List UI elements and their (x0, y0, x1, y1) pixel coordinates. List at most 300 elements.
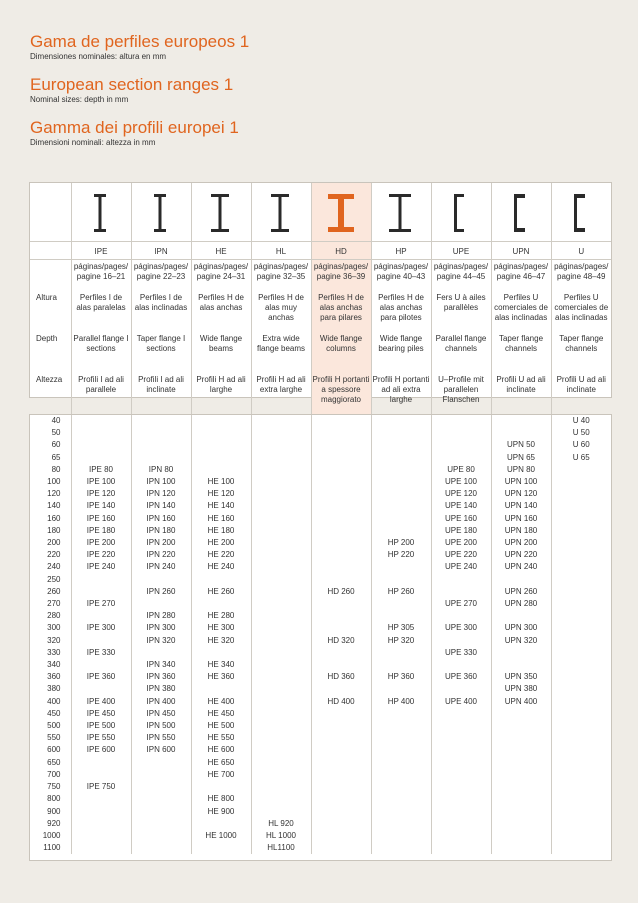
section-cell: HP 360 (371, 671, 431, 683)
section-cell: UPN 180 (491, 525, 551, 537)
section-cell: IPE 360 (71, 671, 131, 683)
size-cell: 650 (47, 757, 61, 767)
section-cell: HE 260 (191, 586, 251, 598)
section-cell (551, 671, 611, 683)
size-cell: 700 (47, 769, 61, 779)
section-cell (551, 769, 611, 781)
section-cell (131, 769, 191, 781)
section-cell: HE 650 (191, 757, 251, 769)
title-english: European section ranges 1 (30, 75, 234, 94)
row-label-altura: Altura (36, 293, 57, 302)
profile-desc-es-ipn: Perfiles I de alas inclinadas (131, 290, 191, 331)
section-cell (311, 598, 371, 610)
section-cell (311, 720, 371, 732)
i-beam-narrow-icon (148, 194, 174, 232)
section-cell (311, 452, 371, 464)
section-cell (251, 452, 311, 464)
section-cell: UPN 160 (491, 513, 551, 525)
size-cell: 270 (47, 599, 61, 609)
size-cell: 1000 (42, 830, 61, 840)
section-cell (71, 610, 131, 622)
section-cell: UPN 50 (491, 439, 551, 451)
section-cell (371, 476, 431, 488)
section-cell: HP 200 (371, 537, 431, 549)
section-cell (71, 757, 131, 769)
table-row (30, 537, 611, 549)
section-cell: IPE 600 (71, 744, 131, 756)
size-cell: 320 (47, 635, 61, 645)
table-row (30, 622, 611, 634)
section-cell (551, 696, 611, 708)
section-cell: IPN 280 (131, 610, 191, 622)
row-label-depth: Depth (36, 334, 58, 343)
section-cell: HE 500 (191, 720, 251, 732)
section-cell (131, 830, 191, 842)
section-cell: HD 320 (311, 635, 371, 647)
section-cell: IPE 200 (71, 537, 131, 549)
section-cell (431, 818, 491, 830)
table-row (30, 610, 611, 622)
profile-pages-hd: páginas/pages/ pagine 36–39 (311, 260, 371, 291)
profile-pages-ipn: páginas/pages/ pagine 22–23 (131, 260, 191, 291)
section-cell (431, 439, 491, 451)
section-cell (71, 830, 131, 842)
section-cell: IPE 180 (71, 525, 131, 537)
section-cell: IPE 450 (71, 708, 131, 720)
section-cell: HL 1000 (251, 830, 311, 842)
profile-name-hp: HP (371, 242, 431, 260)
section-cell (431, 732, 491, 744)
channel-parallel-icon (448, 194, 474, 232)
profile-desc-en-u: Taper flange channels (551, 331, 611, 372)
section-cell (431, 744, 491, 756)
size-cell: 100 (47, 477, 61, 487)
section-cell (551, 464, 611, 476)
section-cell (551, 598, 611, 610)
section-cell: IPE 160 (71, 513, 131, 525)
section-cell (311, 537, 371, 549)
section-cell (431, 708, 491, 720)
section-cell: IPE 80 (71, 464, 131, 476)
section-cell: IPE 300 (71, 622, 131, 634)
section-cell: IPN 600 (131, 744, 191, 756)
table-row (30, 720, 611, 732)
section-cell (371, 818, 431, 830)
section-cell (371, 574, 431, 586)
profile-desc-es-he: Perfiles H de alas anchas (191, 290, 251, 331)
section-cell (131, 781, 191, 793)
section-cell (491, 781, 551, 793)
table-row (30, 793, 611, 805)
section-cell (431, 806, 491, 818)
profile-pages-hl: páginas/pages/ pagine 32–35 (251, 260, 311, 291)
section-cell (551, 793, 611, 805)
section-cell: UPE 120 (431, 488, 491, 500)
section-cell (191, 781, 251, 793)
section-cell (251, 586, 311, 598)
section-cell (371, 513, 431, 525)
size-range-panel (29, 414, 612, 861)
section-cell: IPE 240 (71, 561, 131, 573)
section-cell: UPN 120 (491, 488, 551, 500)
section-cell: UPE 360 (431, 671, 491, 683)
section-cell (251, 659, 311, 671)
profile-overview-table (30, 183, 611, 425)
profile-upe-icon-cell (431, 183, 491, 242)
section-cell (551, 574, 611, 586)
header-italian (30, 119, 239, 147)
section-cell (431, 757, 491, 769)
section-cell: IPN 220 (131, 549, 191, 561)
section-cell (371, 757, 431, 769)
section-cell (251, 671, 311, 683)
profile-u-icon-cell (551, 183, 611, 242)
section-cell (311, 647, 371, 659)
section-cell (251, 574, 311, 586)
section-cell (491, 793, 551, 805)
section-cell: HL1100 (251, 842, 311, 854)
section-cell: HE 200 (191, 537, 251, 549)
section-cell (551, 757, 611, 769)
section-cell: UPE 180 (431, 525, 491, 537)
table-row (30, 659, 611, 671)
section-cell (551, 842, 611, 854)
section-cell (311, 513, 371, 525)
section-cell: HE 220 (191, 549, 251, 561)
table-row (30, 732, 611, 744)
section-cell: HE 160 (191, 513, 251, 525)
i-beam-narrow-icon (88, 194, 114, 232)
section-cell: UPE 330 (431, 647, 491, 659)
section-cell (431, 610, 491, 622)
section-cell (251, 769, 311, 781)
section-cell: UPN 240 (491, 561, 551, 573)
english-desc-row (30, 331, 611, 372)
profile-desc-es-u: Perfiles U comerciales de alas inclinadas (551, 290, 611, 331)
size-cell: 65 (51, 452, 61, 462)
section-cell: U 60 (551, 439, 611, 451)
size-cell: 550 (47, 733, 61, 743)
section-cell (431, 793, 491, 805)
h-column-icon (328, 194, 354, 232)
section-cell (311, 415, 371, 427)
section-cell (71, 793, 131, 805)
profile-desc-it-upe: U–Profile mit parallelen Flanschen (431, 372, 491, 425)
section-cell (491, 769, 551, 781)
section-cell (431, 415, 491, 427)
size-cell: 900 (47, 806, 61, 816)
section-cell: IPE 330 (71, 647, 131, 659)
profile-hd-icon-cell (311, 183, 371, 242)
section-cell (191, 427, 251, 439)
section-cell (251, 610, 311, 622)
section-cell (371, 793, 431, 805)
profile-desc-en-ipe: Parallel flange I sections (71, 331, 131, 372)
profile-overview-panel (29, 182, 612, 404)
section-cell (311, 708, 371, 720)
section-cell: IPE 220 (71, 549, 131, 561)
section-cell (491, 610, 551, 622)
section-cell (251, 696, 311, 708)
section-cell (71, 427, 131, 439)
section-cell: HE 450 (191, 708, 251, 720)
section-cell: UPE 220 (431, 549, 491, 561)
section-cell: HE 340 (191, 659, 251, 671)
section-cell (491, 659, 551, 671)
size-cell: 160 (47, 513, 61, 523)
icon-row (30, 183, 611, 242)
section-cell (251, 598, 311, 610)
table-row (30, 500, 611, 512)
section-cell: IPN 450 (131, 708, 191, 720)
channel-taper-icon (508, 194, 534, 232)
section-cell (371, 830, 431, 842)
section-cell (251, 647, 311, 659)
section-cell (551, 561, 611, 573)
section-cell (491, 818, 551, 830)
section-cell (431, 659, 491, 671)
section-cell (311, 659, 371, 671)
section-cell: UPN 260 (491, 586, 551, 598)
profile-desc-en-hd: Wide flange columns (311, 331, 371, 372)
table-row (30, 708, 611, 720)
section-cell (371, 598, 431, 610)
section-cell: IPE 500 (71, 720, 131, 732)
table-row (30, 574, 611, 586)
section-cell (251, 708, 311, 720)
section-cell (251, 561, 311, 573)
section-cell (71, 683, 131, 695)
section-cell: U 65 (551, 452, 611, 464)
section-cell (71, 439, 131, 451)
pages-row (30, 260, 611, 291)
table-row (30, 683, 611, 695)
section-cell: IPN 200 (131, 537, 191, 549)
profile-name-upn: UPN (491, 242, 551, 260)
section-cell (251, 806, 311, 818)
section-cell (311, 549, 371, 561)
section-cell (431, 683, 491, 695)
section-cell (551, 622, 611, 634)
section-cell: IPN 500 (131, 720, 191, 732)
section-cell: UPE 80 (431, 464, 491, 476)
profile-desc-it-hp: Profili H portanti ad ali extra larghe (371, 372, 431, 425)
section-cell: UPE 200 (431, 537, 491, 549)
profile-desc-it-u: Profili U ad ali inclinate (551, 372, 611, 425)
section-cell (371, 427, 431, 439)
table-row (30, 415, 611, 427)
size-range-table (30, 415, 611, 854)
section-cell: IPE 550 (71, 732, 131, 744)
section-cell (371, 732, 431, 744)
section-cell (251, 537, 311, 549)
section-cell (371, 708, 431, 720)
section-cell (191, 598, 251, 610)
size-cell: 330 (47, 647, 61, 657)
section-cell (551, 635, 611, 647)
section-cell (551, 720, 611, 732)
section-cell (311, 464, 371, 476)
size-cell: 180 (47, 525, 61, 535)
profile-name-u: U (551, 242, 611, 260)
section-cell (251, 525, 311, 537)
section-cell: UPN 100 (491, 476, 551, 488)
section-cell: UPN 300 (491, 622, 551, 634)
section-cell (251, 757, 311, 769)
section-cell: HE 120 (191, 488, 251, 500)
section-cell: HP 260 (371, 586, 431, 598)
section-cell: IPE 400 (71, 696, 131, 708)
profile-hl-icon-cell (251, 183, 311, 242)
section-cell (311, 842, 371, 854)
section-cell: IPN 380 (131, 683, 191, 695)
section-cell (311, 744, 371, 756)
section-cell (551, 488, 611, 500)
profile-name-upe: UPE (431, 242, 491, 260)
section-cell (251, 549, 311, 561)
size-cell: 260 (47, 586, 61, 596)
table-row (30, 830, 611, 842)
section-cell (371, 842, 431, 854)
section-cell (371, 683, 431, 695)
size-cell: 360 (47, 672, 61, 682)
section-cell: HE 140 (191, 500, 251, 512)
section-cell: UPE 270 (431, 598, 491, 610)
size-cell: 220 (47, 550, 61, 560)
profile-name-ipn: IPN (131, 242, 191, 260)
section-cell (431, 720, 491, 732)
section-cell (131, 647, 191, 659)
size-cell: 200 (47, 538, 61, 548)
section-cell (371, 659, 431, 671)
section-cell (311, 757, 371, 769)
table-row (30, 744, 611, 756)
section-cell: IPE 750 (71, 781, 131, 793)
section-cell: IPN 360 (131, 671, 191, 683)
profile-desc-it-ipn: Profili I ad ali inclinate (131, 372, 191, 425)
section-cell: HP 305 (371, 622, 431, 634)
section-cell: HP 220 (371, 549, 431, 561)
section-cell: UPN 400 (491, 696, 551, 708)
header-spanish (30, 33, 249, 61)
section-cell: UPN 280 (491, 598, 551, 610)
section-cell (311, 781, 371, 793)
section-cell (311, 818, 371, 830)
section-cell (251, 476, 311, 488)
section-cell: UPN 220 (491, 549, 551, 561)
size-cell: 450 (47, 708, 61, 718)
section-cell (431, 769, 491, 781)
title-spanish: Gama de perfiles europeos 1 (30, 32, 250, 51)
size-cell: 280 (47, 611, 61, 621)
section-cell (371, 464, 431, 476)
section-cell (491, 720, 551, 732)
section-cell (71, 842, 131, 854)
section-cell (131, 574, 191, 586)
section-cell: IPE 270 (71, 598, 131, 610)
section-cell (131, 806, 191, 818)
section-cell (491, 757, 551, 769)
section-cell (491, 427, 551, 439)
section-cell (371, 781, 431, 793)
section-cell (311, 476, 371, 488)
section-cell: UPN 80 (491, 464, 551, 476)
section-cell: HE 100 (191, 476, 251, 488)
size-cell: 240 (47, 562, 61, 572)
section-cell (71, 452, 131, 464)
section-cell: UPN 320 (491, 635, 551, 647)
section-cell: HE 600 (191, 744, 251, 756)
subtitle-spanish: Dimensiones nominales: altura en mm (30, 52, 167, 61)
section-cell: UPN 200 (491, 537, 551, 549)
section-cell (551, 806, 611, 818)
section-cell: HD 360 (311, 671, 371, 683)
section-cell: HP 320 (371, 635, 431, 647)
section-cell (251, 622, 311, 634)
profile-desc-it-ipe: Profili I ad ali parallele (71, 372, 131, 425)
section-cell (131, 598, 191, 610)
section-cell: IPN 240 (131, 561, 191, 573)
section-cell (371, 525, 431, 537)
profile-pages-ipe: páginas/pages/ pagine 16–21 (71, 260, 131, 291)
section-cell (251, 793, 311, 805)
table-row (30, 439, 611, 451)
section-cell: IPN 180 (131, 525, 191, 537)
section-cell (311, 806, 371, 818)
profile-desc-es-hd: Perfiles H de alas anchas para pilares (311, 290, 371, 331)
spanish-desc-row (30, 290, 611, 331)
table-row (30, 561, 611, 573)
section-cell (371, 561, 431, 573)
section-cell (311, 439, 371, 451)
section-cell (251, 732, 311, 744)
profile-desc-en-ipn: Taper flange I sections (131, 331, 191, 372)
section-cell (251, 439, 311, 451)
section-cell (251, 683, 311, 695)
section-cell (311, 793, 371, 805)
section-cell (251, 720, 311, 732)
section-cell (491, 574, 551, 586)
section-cell (491, 806, 551, 818)
section-cell (71, 769, 131, 781)
size-cell: 600 (47, 745, 61, 755)
profile-desc-it-hl: Profili H ad ali extra larghe (251, 372, 311, 425)
profile-desc-it-hd: Profili H portanti a spessore maggiorato (311, 372, 371, 425)
subtitle-english: Nominal sizes: depth in mm (30, 95, 129, 104)
section-cell (311, 732, 371, 744)
section-cell (551, 744, 611, 756)
section-cell (371, 720, 431, 732)
title-italian: Gamma dei profili europei 1 (30, 118, 239, 137)
profile-upn-icon-cell (491, 183, 551, 242)
section-cell (491, 830, 551, 842)
h-pile-icon (388, 194, 414, 232)
section-cell: HE 700 (191, 769, 251, 781)
profile-desc-es-hp: Perfiles H de alas anchas para pilotes (371, 290, 431, 331)
section-cell (191, 452, 251, 464)
section-cell (131, 427, 191, 439)
section-cell: IPN 340 (131, 659, 191, 671)
section-cell (311, 610, 371, 622)
size-cell: 750 (47, 782, 61, 792)
table-row (30, 488, 611, 500)
table-row (30, 427, 611, 439)
table-row (30, 525, 611, 537)
section-cell (371, 500, 431, 512)
table-row (30, 696, 611, 708)
section-cell (491, 415, 551, 427)
table-row (30, 781, 611, 793)
